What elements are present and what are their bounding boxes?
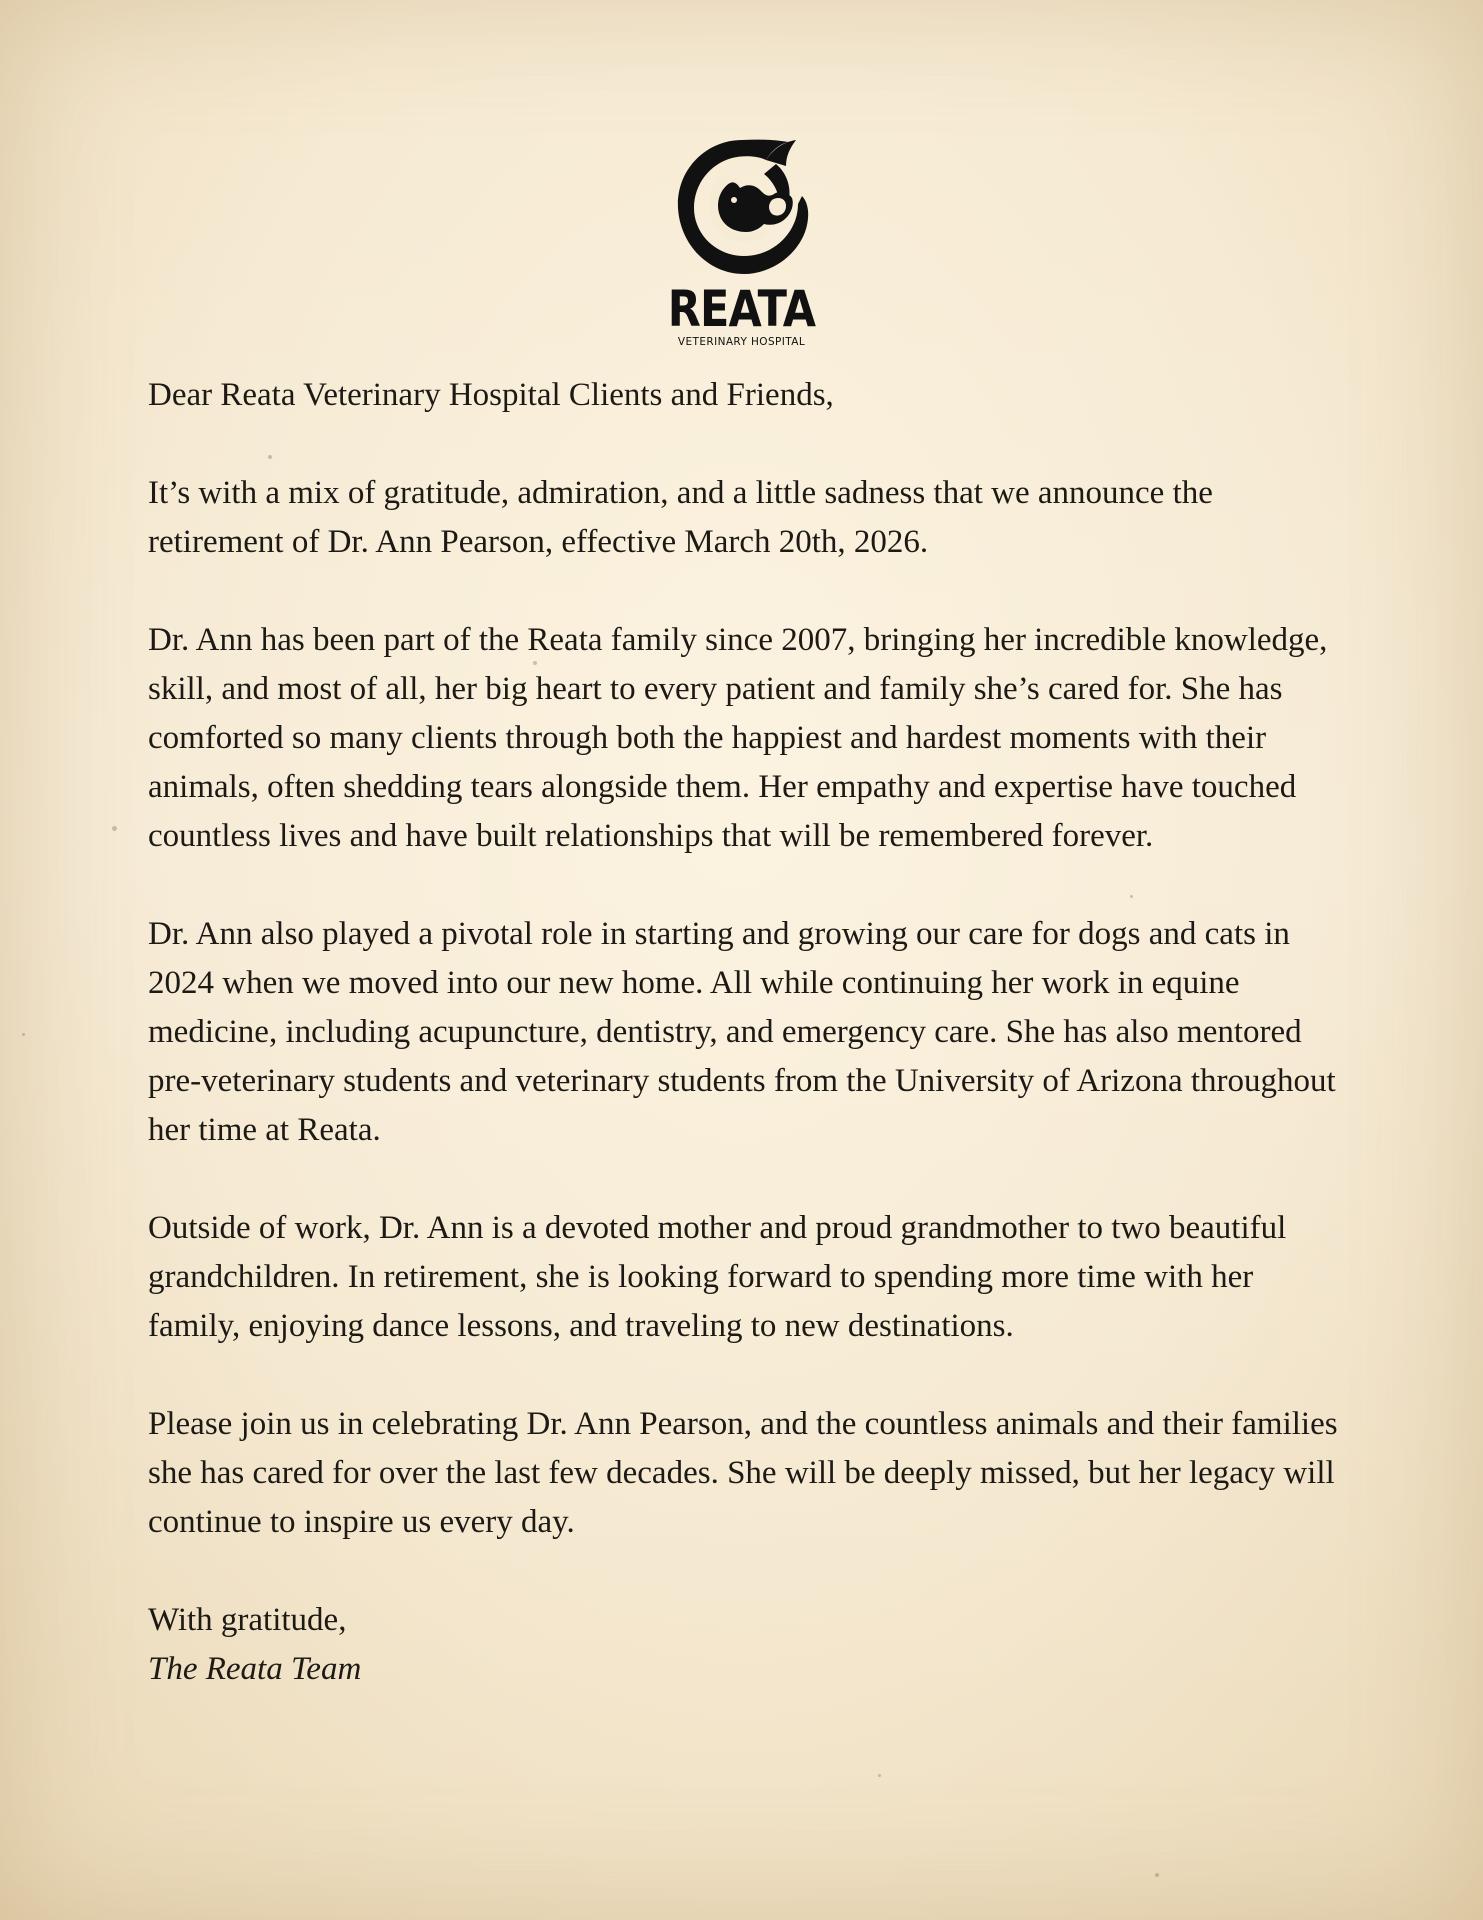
- paper-speck: [22, 1033, 25, 1036]
- letter-paragraph: It’s with a mix of gratitude, admiration, and a little sadness that we announce the retirement of Dr. Ann Pearson, effective March 20th, 2026.: [148, 475, 1213, 560]
- logo-subtitle: VETERINARY HOSPITAL: [677, 336, 806, 348]
- letter-salutation: Dear Reata Veterinary Hospital Clients and Friends,: [148, 377, 834, 413]
- letter-body: [148, 371, 1348, 1743]
- paper-speck: [1155, 1873, 1159, 1877]
- letter-paragraph: Outside of work, Dr. Ann is a devoted mother and proud grandmother to two beautiful grandchildren. In retirement, she is looking forward to spending more time with her family, enjoying dance lessons, and traveling to new destinations.: [148, 1210, 1287, 1344]
- letter-paragraph: Dr. Ann also played a pivotal role in starting and growing our care for dogs and cats in 2024 when we moved into our new home. All while continuing her work in equine medicine, including acupuncture, dentistry, and emergency care. She has also mentored pre-veterinary students and veterinary students from the University of Arizona throughout her time at Reata.: [148, 916, 1336, 1148]
- horse-dog-cat-silhouette-logo-icon: [668, 134, 816, 282]
- logo-wordmark: REATA: [667, 280, 816, 338]
- closing-phrase: With gratitude,: [148, 1602, 347, 1638]
- letter-closing: [148, 1596, 1348, 1694]
- letter-paragraph: Dr. Ann has been part of the Reata family since 2007, bringing her incredible knowledge, skill, and most of all, her big heart to every patient and family she’s cared for. She has comforted so many clients through both the happiest and hardest moments with their animals, often shedding tears alongside them. Her empathy and expertise have touched countless lives and have built relationships that will be remembered forever.: [148, 622, 1328, 854]
- reata-logo: [0, 134, 1483, 348]
- letter-paragraph: Please join us in celebrating Dr. Ann Pearson, and the countless animals and their families she has cared for over the last few decades. She will be deeply missed, but her legacy will continue to inspire us every day.: [148, 1406, 1338, 1540]
- paper-speck: [878, 1774, 881, 1777]
- paper-speck: [112, 826, 117, 831]
- signature: The Reata Team: [148, 1651, 362, 1687]
